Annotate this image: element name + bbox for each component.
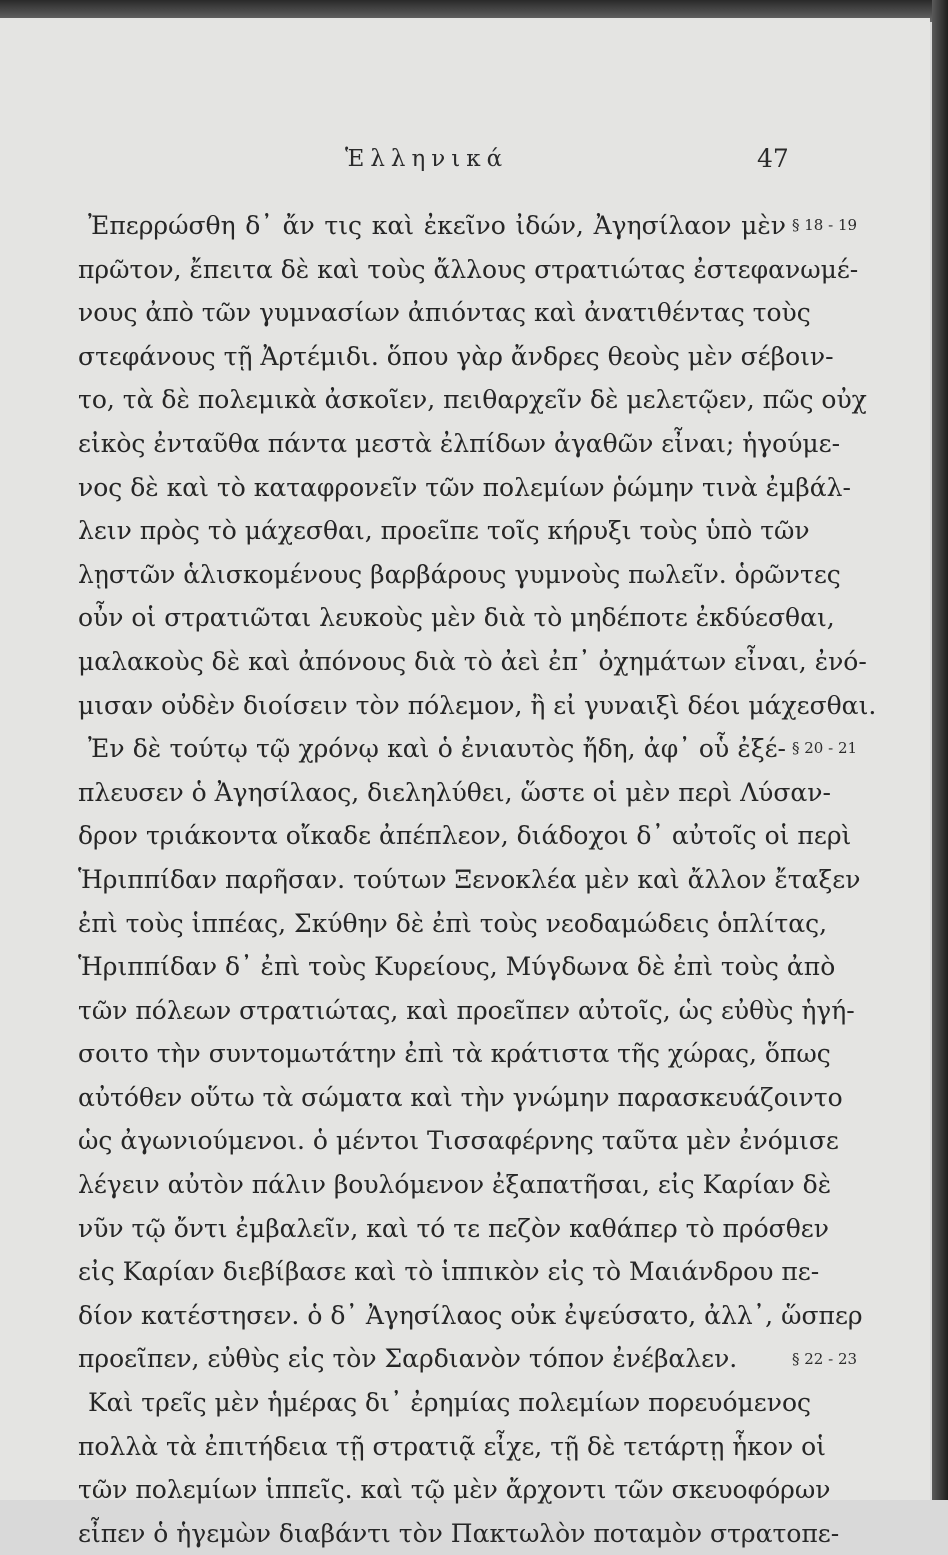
running-title: Ἑλληνικά	[345, 146, 509, 172]
text-line: νῦν τῷ ὄντι ἐμβαλεῖν, καὶ τό τε πεζὸν καθάπερ τὸ πρόσθεν	[78, 1213, 829, 1243]
text-line: δίον κατέστησεν. ὁ δ᾽ Ἀγησίλαος οὐκ ἐψεύσατο, ἀλλ᾽, ὥσπερ	[78, 1300, 863, 1330]
text-line: Ἐν δὲ τούτῳ τῷ χρόνῳ καὶ ὁ ἐνιαυτὸς ἤδη, ἀφ᾽ οὗ ἐξέ-	[88, 734, 786, 764]
text-line: αὐτόθεν οὕτω τὰ σώματα καὶ τὴν γνώμην παρασκευάζοιντο	[78, 1082, 843, 1112]
text-line: πλευσεν ὁ Ἀγησίλαος, διεληλύθει, ὥστε οἱ μὲν περὶ Λύσαν-	[78, 777, 831, 807]
page-number: 47	[757, 144, 789, 173]
page-header	[0, 146, 930, 186]
section-marker: § 20 - 21	[792, 739, 858, 757]
scan-edge-right	[932, 0, 948, 1500]
text-line: δρον τριάκοντα οἴκαδε ἀπέπλεον, διάδοχοι δ᾽ αὐτοῖς οἱ περὶ	[78, 821, 852, 851]
text-line: πρῶτον, ἔπειτα δὲ καὶ τοὺς ἄλλους στρατιώτας ἐστεφανωμέ-	[78, 254, 859, 284]
text-line: ἐπὶ τοὺς ἱππέας, Σκύθην δὲ ἐπὶ τοὺς νεοδαμώδεις ὁπλίτας,	[78, 908, 828, 938]
book-page	[0, 18, 930, 1548]
text-line: τῶν πολεμίων ἱππεῖς. καὶ τῷ μὲν ἄρχοντι τῶν σκευοφόρων	[78, 1475, 831, 1505]
text-line: μαλακοὺς δὲ καὶ ἀπόνους διὰ τὸ ἀεὶ ἐπ᾽ ὀχημάτων εἶναι, ἐνό-	[78, 646, 867, 676]
text-line: νος δὲ καὶ τὸ καταφρονεῖν τῶν πολεμίων ῥώμην τινὰ ἐμβάλ-	[78, 472, 851, 502]
text-line: Ἐπερρώσθη δ᾽ ἄν τις καὶ ἐκεῖνο ἰδών, Ἀγησίλαον μὲν	[88, 211, 786, 240]
section-marker: § 18 - 19	[792, 216, 858, 234]
text-line: Καὶ τρεῖς μὲν ἡμέρας δι᾽ ἐρημίας πολεμίων πορευόμενος	[88, 1388, 812, 1418]
text-line: νους ἀπὸ τῶν γυμνασίων ἀπιόντας καὶ ἀνατιθέντας τοὺς	[78, 298, 811, 328]
text-line: στεφάνους τῇ Ἀρτέμιδι. ὅπου γὰρ ἄνδρες θεοὺς μὲν σέβοιν-	[78, 341, 834, 371]
text-line: εἰς Καρίαν διεβίβασε καὶ τὸ ἱππικὸν εἰς τὸ Μαιάνδρου πε-	[78, 1257, 820, 1287]
text-line: εἶπεν ὁ ἡγεμὼν διαβάντι τὸν Πακτωλὸν ποταμὸν στρατοπε-	[78, 1518, 840, 1548]
text-line: σοιτο τὴν συντομωτάτην ἐπὶ τὰ κράτιστα τῆς χώρας, ὅπως	[78, 1039, 831, 1069]
text-line: λειν πρὸς τὸ μάχεσθαι, προεῖπε τοῖς κήρυξι τοὺς ὑπὸ τῶν	[78, 516, 810, 546]
text-line: πολλὰ τὰ ἐπιτήδεια τῇ στρατιᾷ εἶχε, τῇ δὲ τετάρτῃ ἧκον οἱ	[78, 1431, 826, 1461]
text-line: μισαν οὐδὲν διοίσειν τὸν πόλεμον, ἢ εἰ γυναιξὶ δέοι μάχεσθαι.	[78, 690, 877, 720]
text-line: ὡς ἀγωνιούμενοι. ὁ μέντοι Τισσαφέρνης ταῦτα μὲν ἐνόμισε	[78, 1126, 839, 1156]
text-line: Ἡριππίδαν δ᾽ ἐπὶ τοὺς Κυρείους, Μύγδωνα δὲ ἐπὶ τοὺς ἀπὸ	[78, 952, 836, 982]
text-line: τῶν πόλεων στρατιώτας, καὶ προεῖπεν αὐτοῖς, ὡς εὐθὺς ἡγή-	[78, 995, 855, 1025]
text-line: προεῖπεν, εὐθὺς εἰς τὸν Σαρδιανὸν τόπον ἐνέβαλεν.	[78, 1344, 738, 1374]
text-line: λέγειν αὐτὸν πάλιν βουλόμενον ἐξαπατῆσαι, εἰς Καρίαν δὲ	[78, 1170, 832, 1200]
text-line: Ἡριππίδαν παρῆσαν. τούτων Ξενοκλέα μὲν καὶ ἄλλον ἔταξεν	[78, 864, 861, 894]
text-line: λῃστῶν ἁλισκομένους βαρβάρους γυμνοὺς πωλεῖν. ὁρῶντες	[78, 559, 841, 589]
section-marker: § 22 - 23	[792, 1350, 858, 1368]
text-line: εἰκὸς ἐνταῦθα πάντα μεστὰ ἐλπίδων ἀγαθῶν εἶναι; ἡγούμε-	[78, 428, 841, 458]
text-line: το, τὰ δὲ πολεμικὰ ἀσκοῖεν, πειθαρχεῖν δὲ μελετῷεν, πῶς οὐχ	[78, 385, 867, 415]
text-line: οὖν οἱ στρατιῶται λευκοὺς μὲν διὰ τὸ μηδέποτε ἐκδύεσθαι,	[78, 603, 835, 633]
